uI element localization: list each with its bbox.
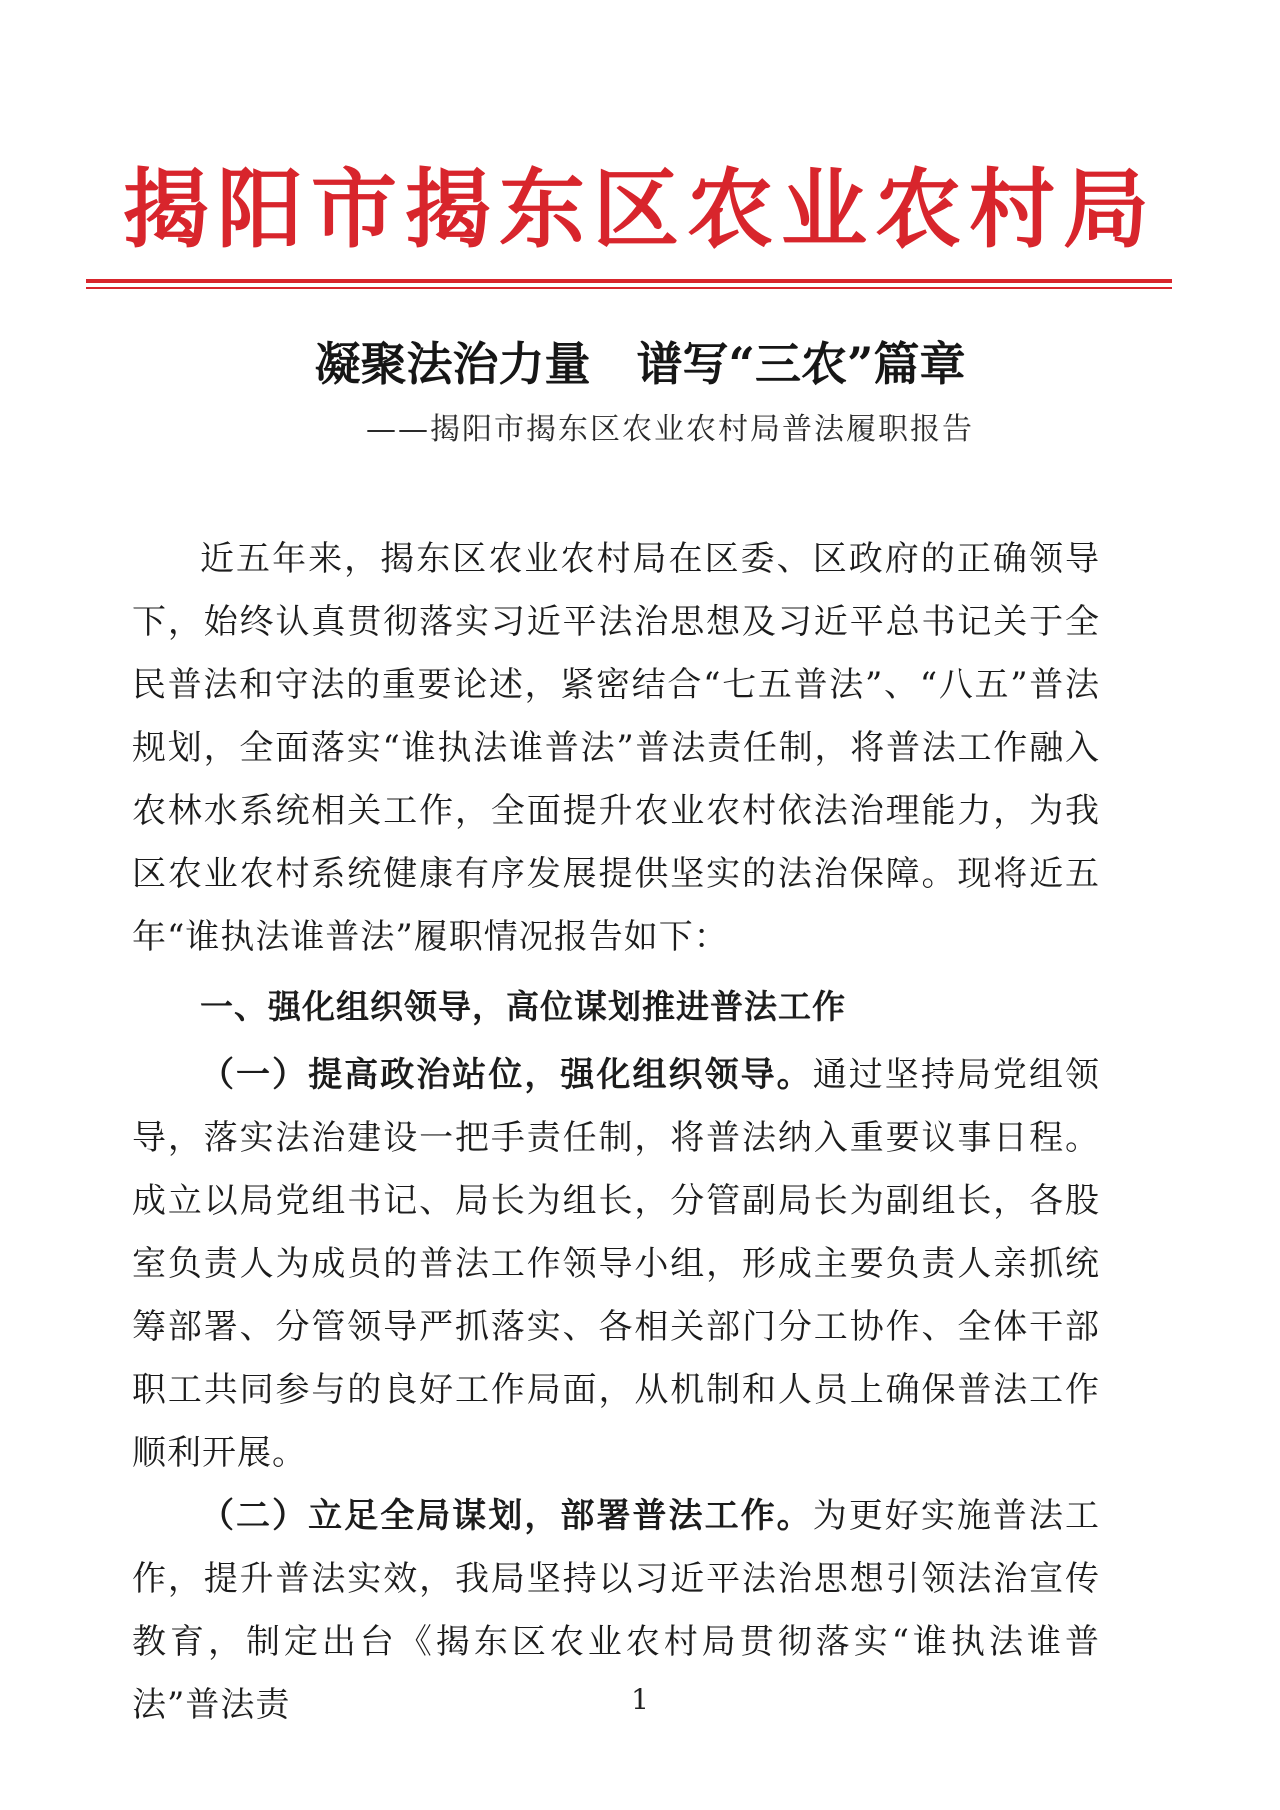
- section-1-item-1-text: 通过坚持局党组领导，落实法治建设一把手责任制，将普法纳入重要议事日程。成立以局党组书记、局长为组长，分管副局长为副组长，各股室负责人为成员的普法工作领导小组，形成主要负责人亲抓统筹部署、分管领导严抓落实、各相关部门分工协作、全体干部职工共同参与的良好工作局面，从机制和人员上确保普法工作顺利开展。: [132, 1055, 1101, 1473]
- section-1-item-1: [132, 1044, 1100, 1485]
- section-1-heading: 一、强化组织领导，高位谋划推进普法工作: [200, 987, 846, 1026]
- page-number: 1: [631, 1683, 649, 1716]
- masthead-red-rule-thin: [86, 287, 1172, 289]
- section-1-item-1-lead: （一）提高政治站位，强化组织领导。: [200, 1055, 813, 1095]
- intro-paragraph: 近五年来，揭东区农业农村局在区委、区政府的正确领导下，始终认真贯彻落实习近平法治思想及习近平总书记关于全民普法和守法的重要论述，紧密结合“七五普法”、“八五”普法规划，全面落实“谁执法谁普法”普法责任制，将普法工作融入农林水系统相关工作，全面提升农业农村依法治理能力，为我区农业农村系统健康有序发展提供坚实的法治保障。现将近五年“谁执法谁普法”履职情况报告如下：: [132, 539, 1100, 957]
- document-subtitle: ——揭阳市揭东区农业农村局普法履职报告: [366, 412, 974, 447]
- section-1-item-2-lead: （二）立足全局谋划，部署普法工作。: [200, 1496, 813, 1536]
- document-title: 凝聚法治力量 谱写“三农”篇章: [314, 337, 966, 391]
- section-1-item-2-text: 为更好实施普法工作，提升普法实效，我局坚持以习近平法治思想引领法治宣传教育，制定出台《揭东区农业农村局贯彻落实“谁执法谁普法”普法责: [132, 1496, 1101, 1725]
- organization-masthead: 揭阳市揭东区农业农村局: [123, 160, 1157, 260]
- masthead-red-rule: [86, 279, 1172, 283]
- document-body: [132, 528, 1100, 1737]
